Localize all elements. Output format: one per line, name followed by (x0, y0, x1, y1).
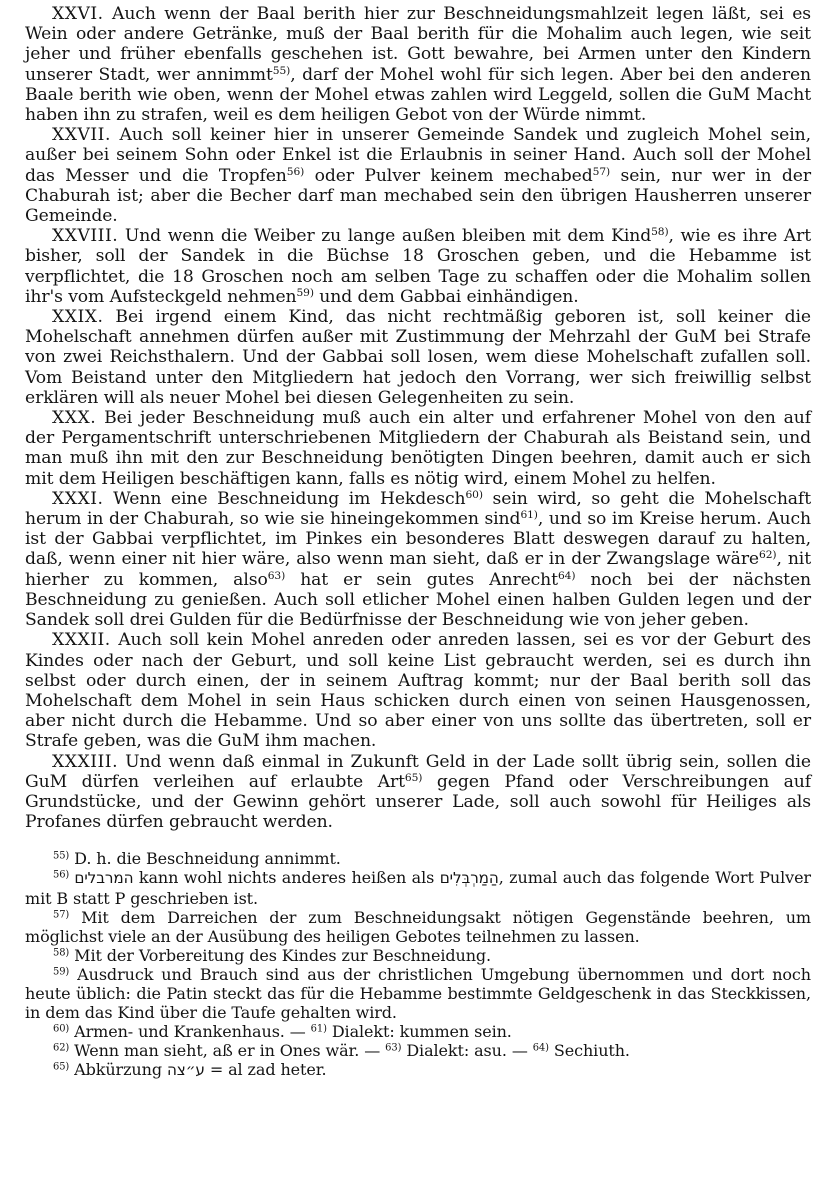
statute-paragraph (25, 408, 811, 489)
section-number: XXVII. (52, 125, 111, 146)
text-run: Armen- und Krankenhaus. — (69, 1022, 311, 1042)
footnote-ref: 63) (385, 1042, 402, 1054)
text-run: Auch soll kein Mohel anreden oder anreden lassen, sei es vor der Geburt des Kindes oder nach der Geburt, und soll keine List gebraucht werden, sei es durch ihn selbst oder durch einen, der in seinem Auftrag kommt; nur der Baal berith soll das Mohelschaft dem Mohel in sein Haus schicken durch einen von seinen Hausgenossen, aber nicht durch die Hebamme. Und so aber einer von uns sollte das übertreten, soll er Strafe geben, was die GuM ihm machen. (25, 630, 811, 752)
text-run: Dialekt: kummen sein. (326, 1022, 512, 1042)
footnote-ref: 61) (310, 1023, 327, 1035)
statute-paragraph (25, 4, 811, 125)
text-run: , zumal auch das folgende Wort Pulver mit B statt P geschrieben ist. (25, 868, 811, 908)
text-run: sein, nur wer in der Chaburah ist; aber die Becher darf man mechabed sein den übrigen Hausherren unserer Gemeinde. (25, 165, 811, 227)
section-number: XXX. (52, 408, 97, 429)
section-number: XXVI. (52, 4, 104, 24)
footnote (25, 908, 811, 946)
text-run: , wie es ihre Art bisher, soll der Sandek in die Büchse 18 Groschen geben, und die Hebamme ist verpflichtet, die 18 Groschen noch am selben Tage zu schaffen oder die Mohalim sollen ihr's vom Aufsteckgeld nehmen (25, 226, 812, 307)
footnote-ref: 60) (465, 488, 483, 502)
footnote-ref: 57) (53, 909, 70, 921)
text-run: Sechiuth. (548, 1041, 630, 1061)
footnote-ref: 62) (53, 1042, 70, 1054)
text-run: Und wenn daß einmal in Zukunft Geld in der Lade sollt übrig sein, sollen die GuM dürfen verleihen auf erlaubte Art (25, 751, 811, 792)
text-run: Wenn man sieht, aß er in Ones wär. — (69, 1041, 386, 1061)
statute-text (25, 4, 811, 832)
footnote-ref: 62) (759, 548, 777, 562)
footnote (25, 1022, 811, 1041)
footnote-ref: 59) (53, 966, 70, 978)
footnote-ref: 60) (53, 1023, 70, 1035)
footnote-ref: 64) (557, 568, 576, 582)
footnote-ref: 64) (532, 1042, 549, 1054)
section-number: XXXII. (52, 630, 111, 651)
statute-paragraph (25, 226, 811, 307)
footnote-ref: 59) (296, 285, 314, 299)
text-run: hat er sein gutes Anrecht (285, 569, 558, 590)
hebrew-text: המרבלים (69, 869, 134, 888)
statute-paragraph (25, 489, 811, 630)
footnote-ref: 56) (286, 164, 305, 178)
footnote-ref: 57) (592, 164, 611, 178)
statute-paragraph (25, 125, 811, 226)
text-run: Mit der Vorbereitung des Kindes zur Beschneidung. (69, 945, 492, 965)
hebrew-text: הַמַרְבְּלִים (439, 869, 499, 888)
text-run: Dialekt: asu. — (401, 1041, 533, 1061)
footnote-ref: 65) (53, 1061, 70, 1073)
footnote-ref: 56) (53, 869, 70, 881)
text-run: gegen Pfand oder Verschreibungen auf Grundstücke, und der Gewinn gehört unserer Lade, soll auch sowohl für Heiliges als Profanes dürfen gebraucht werden. (25, 771, 811, 833)
footnote (25, 1060, 811, 1080)
footnotes (25, 849, 811, 1080)
footnote-ref: 63) (267, 568, 286, 582)
text-run: Auch soll keiner hier in unserer Gemeinde Sandek und zugleich Mohel sein, außer bei seinem Sohn oder Enkel ist die Erlaubnis in seiner Hand. Auch soll der Mohel das Messer und die Tropfen (25, 125, 811, 186)
text-run: Bei jeder Beschneidung muß auch ein alter und erfahrener Mohel von den auf der Pergamentschrift unterschriebenen Mitgliedern der Chaburah als Beistand sein, und man muß ihn mit den zur Beschneidung benötigten Dingen beehren, damit auch er sich mit dem Heiligen beschäftigen kann, falls es nötig wird, einem Mohel zu helfen. (25, 408, 811, 489)
footnote (25, 868, 811, 907)
section-number: XXXIII. (52, 751, 119, 772)
text-run: und dem Gabbai einhändigen. (313, 286, 579, 307)
statute-paragraph (25, 630, 811, 751)
text-run: Ausdruck und Brauch sind aus der christlichen Umgebung übernommen und dort noch heute üblich: die Patin steckt das für die Hebamme bestimmte Geldgeschenk in das Steckkissen, in dem das Kind über die Taufe gehalten wird. (25, 964, 811, 1023)
footnote-ref: 65) (404, 770, 423, 784)
footnote-ref: 58) (651, 225, 669, 239)
text-run: , darf der Mohel wohl für sich legen. Aber bei den anderen Baale berith wie oben, wenn der Mohel etwas zahlen wird Leggeld, sollen die GuM Macht haben ihn zu strafen, weil es dem heiligen Gebot von der Würde nimmt. (25, 64, 811, 126)
footnote (25, 946, 811, 965)
document-page (25, 4, 811, 1080)
footnote-ref: 55) (272, 63, 291, 77)
footnote-ref: 58) (53, 947, 70, 959)
statute-paragraph (25, 752, 811, 833)
footnote-separator (25, 842, 811, 843)
footnote (25, 1041, 811, 1060)
text-run: oder Pulver keinem mechabed (304, 165, 593, 186)
text-run: Auch wenn der Baal berith hier zur Beschneidungsmahlzeit legen läßt, sei es Wein oder andere Getränke, muß der Baal berith für die Mohalim auch legen, wie seit jeher und früher ebenfalls geschehen ist. Gott bewahre, bei Armen unter den Kindern unserer Stadt, wer annimmt (25, 4, 811, 85)
footnote (25, 965, 811, 1022)
footnote-ref: 55) (53, 850, 70, 862)
footnote-ref: 61) (520, 508, 538, 522)
text-run: D. h. die Beschneidung annimmt. (69, 849, 341, 869)
text-run: Mit dem Darreichen der zum Beschneidungsakt nötigen Gegenstände beehren, um möglichst viele an der Ausübung des heiligen Gebotes teilnehmen zu lassen. (25, 907, 811, 946)
text-run: , und so im Kreise herum. Auch ist der Gabbai verpflichtet, im Pinkes ein besonderes Blatt deswegen darauf zu halten, daß, wenn einer nit hier wäre, also wenn man sieht, daß er in der Zwangslage wäre (25, 509, 811, 570)
section-number: XXIX. (52, 307, 104, 328)
footnote (25, 849, 811, 868)
hebrew-text: ע״צה (166, 1061, 205, 1080)
text-run: noch bei der nächsten Beschneidung zu genießen. Auch soll etlicher Mohel einen halben Gulden legen und der Sandek soll drei Gulden für die Bedürfnisse der Beschneidung wie von jeher geben. (25, 569, 811, 631)
section-number: XXVIII. (52, 226, 119, 247)
text-run: = al zad heter. (204, 1060, 327, 1080)
text-run: Und wenn die Weiber zu lange außen bleiben mit dem Kind (118, 226, 652, 247)
text-run: Wenn eine Beschneidung im Hekdesch (103, 488, 466, 509)
text-run: Bei irgend einem Kind, das nicht rechtmäßig geboren ist, soll keiner die Mohelschaft annehmen dürfen außer mit Zustimmung der Mehrzahl der GuM bei Strafe von zwei Reichsthalern. Und der Gabbai soll losen, wem diese Mohelschaft zufallen soll. Vom Beistand unter den Mitgliedern hat jedoch den Vorrang, wer sich freiwillig selbst erklären will als neuer Mohel bei diesen Gelegenheiten zu sein. (25, 307, 811, 408)
section-number: XXXI. (52, 488, 104, 509)
statute-paragraph (25, 307, 811, 408)
text-run: sein wird, so geht die Mohelschaft herum in der Chaburah, so wie sie hineingekommen sind (25, 488, 812, 530)
text-run: Abkürzung (69, 1060, 167, 1080)
text-run: kann wohl nichts anderes heißen als (133, 868, 440, 888)
text-run: , nit hierher zu kommen, also (25, 549, 812, 590)
